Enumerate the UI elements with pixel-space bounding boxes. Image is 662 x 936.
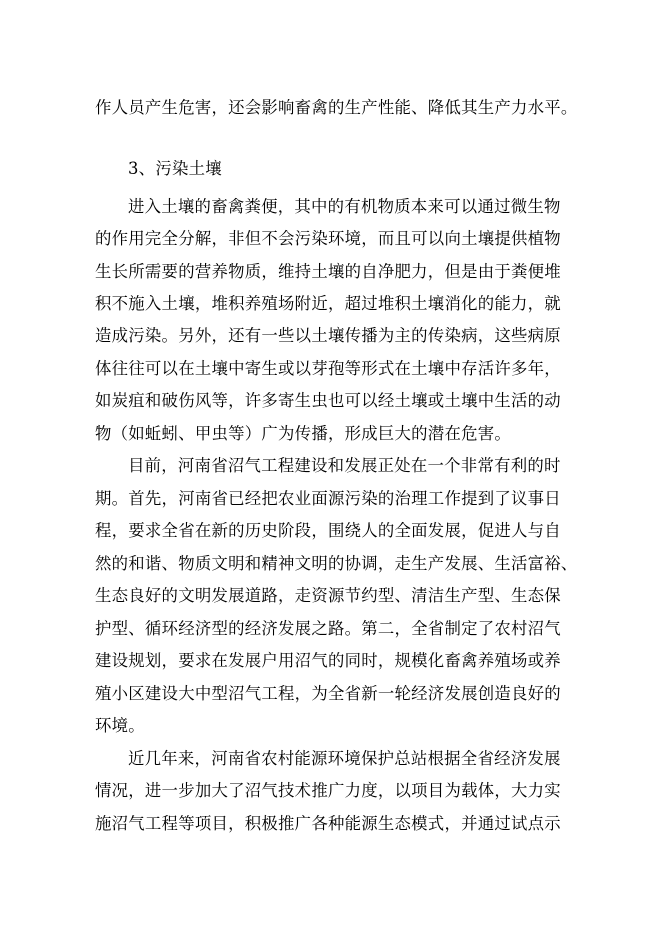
paragraph-1-line-7: 如炭疽和破伤风等，许多寄生虫也可以经土壤或土壤中生活的动 — [95, 391, 561, 410]
paragraph-2-line-6: 护型、循环经济型的经济发展之路。第二，全省制定了农村沼气 — [95, 619, 561, 638]
paragraph-1-line-4: 积不施入土壤，堆积养殖场附近，超过堆积土壤消化的能力，就 — [95, 294, 561, 313]
paragraph-1-line-5: 造成污染。另外，还有一些以土壤传播为主的传染病，这些病原 — [95, 326, 561, 345]
paragraph-2-line-8: 殖小区建设大中型沼气工程，为全省新一轮经济发展创造良好的 — [95, 684, 561, 703]
continuation-line: 作人员产生危害，还会影响畜禽的生产性能、降低其生产力水平。 — [95, 98, 578, 117]
paragraph-2-line-1: 目前，河南省沼气工程建设和发展正处在一个非常有利的时 — [128, 456, 561, 475]
paragraph-3-line-2: 情况，进一步加大了沼气技术推广力度，以项目为载体，大力实 — [95, 781, 561, 800]
paragraph-2-line-5: 生态良好的文明发展道路，走资源节约型、清洁生产型、生态保 — [95, 586, 561, 605]
section-heading: 3、污染土壤 — [128, 159, 222, 178]
paragraph-3-line-3: 施沼气工程等项目，积极推广各种能源生态模式，并通过试点示 — [95, 814, 561, 833]
paragraph-2-line-2: 期。首先，河南省已经把农业面源污染的治理工作提到了议事日 — [95, 489, 561, 508]
paragraph-1-line-2: 的作用完全分解，非但不会污染环境，而且可以向土壤提供植物 — [95, 229, 561, 248]
paragraph-1-line-3: 生长所需要的营养物质，维持土壤的自净肥力，但是由于粪便堆 — [95, 262, 561, 281]
paragraph-2-line-7: 建设规划，要求在发展户用沼气的同时，规模化畜禽养殖场或养 — [95, 651, 561, 670]
paragraph-2-line-3: 程，要求全省在新的历史阶段，围绕人的全面发展，促进人与自 — [95, 521, 561, 540]
paragraph-1-line-8: 物（如蚯蚓、甲虫等）广为传播，形成巨大的潜在危害。 — [95, 424, 512, 443]
paragraph-2-line-9: 环境。 — [95, 716, 145, 735]
paragraph-1-line-1: 进入土壤的畜禽粪便，其中的有机物质本来可以通过微生物 — [128, 197, 561, 216]
paragraph-2-line-4: 然的和谐、物质文明和精神文明的协调，走生产发展、生活富裕、 — [95, 554, 578, 573]
paragraph-1-line-6: 体往往可以在土壤中寄生或以芽孢等形式在土壤中存活许多年， — [95, 359, 561, 378]
paragraph-3-line-1: 近几年来，河南省农村能源环境保护总站根据全省经济发展 — [128, 749, 561, 768]
